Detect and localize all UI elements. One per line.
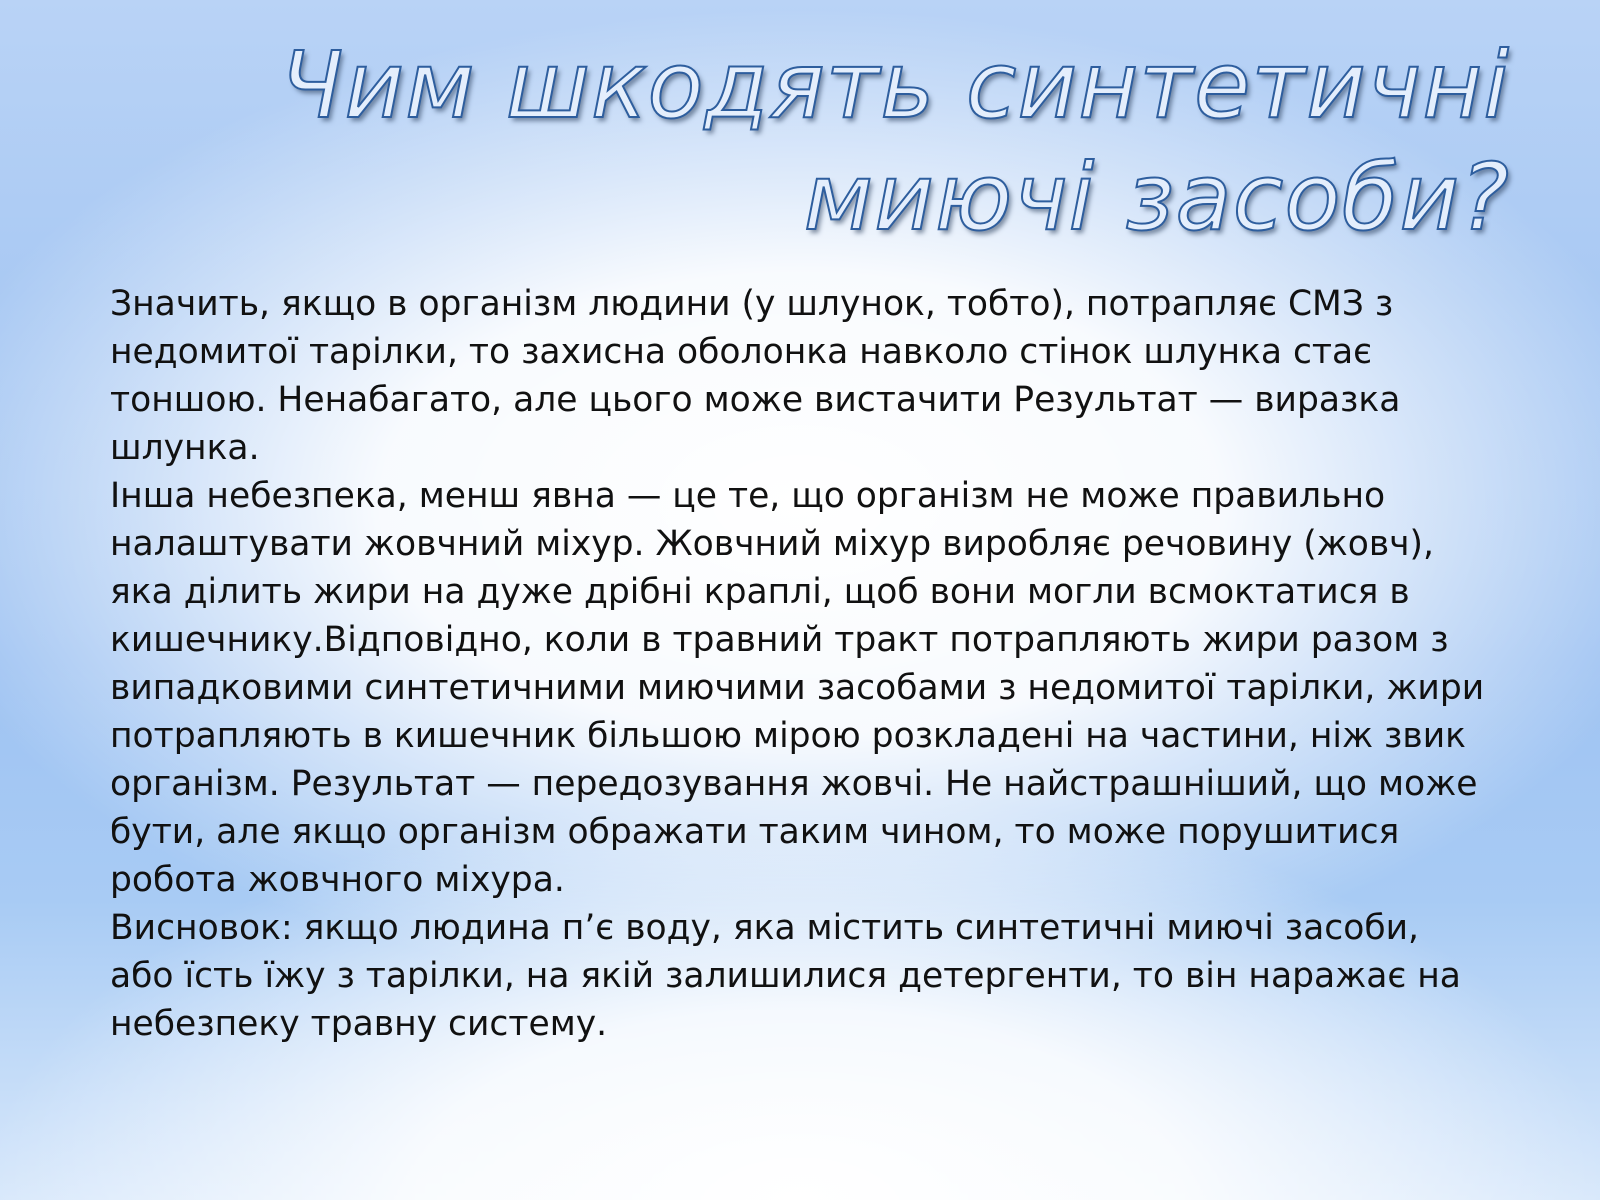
slide-title [210,30,1510,254]
slide-title-line-2: миючі засоби? [803,144,1510,251]
slide-title-line-1: Чим шкодять синтетичні [280,32,1510,139]
paragraph-conclusion: Висновок: якщо людина п’є воду, яка містить синтетичні миючі засоби, або їсть їжу з тарілки, на якій залишилися детергенти, то він наражає на небезпеку травну систему. [110,908,1461,1044]
paragraph-gallbladder: Інша небезпека, менш явна — це те, що організм не може правильно налаштувати жовчний міхур. Жовчний міхур виробляє речовину (жовч), яка ділить жири на дуже дрібні краплі, щоб вони могли всмоктатися в кишечнику.Відповідно, коли в травний тракт потрапляють жири разом з випадковими синтетичними миючими засобами з недомитої тарілки, жири потрапляють в кишечник більшою мірою розкладені на частини, ніж звик організм. Результат — передозування жовчі. Не найстрашніший, що може бути, але якщо організм ображати таким чином, то може порушитися робота жовчного міхура. [110,476,1485,900]
paragraph-stomach-ulcer: Значить, якщо в організм людини (у шлунок, тобто), потрапляє СМЗ з недомитої тарілки, то захисна оболонка навколо стінок шлунка стає тоншою. Ненабагато, але цього може вистачити Результат — виразка шлунка. [110,284,1401,468]
slide-body [110,280,1490,1048]
